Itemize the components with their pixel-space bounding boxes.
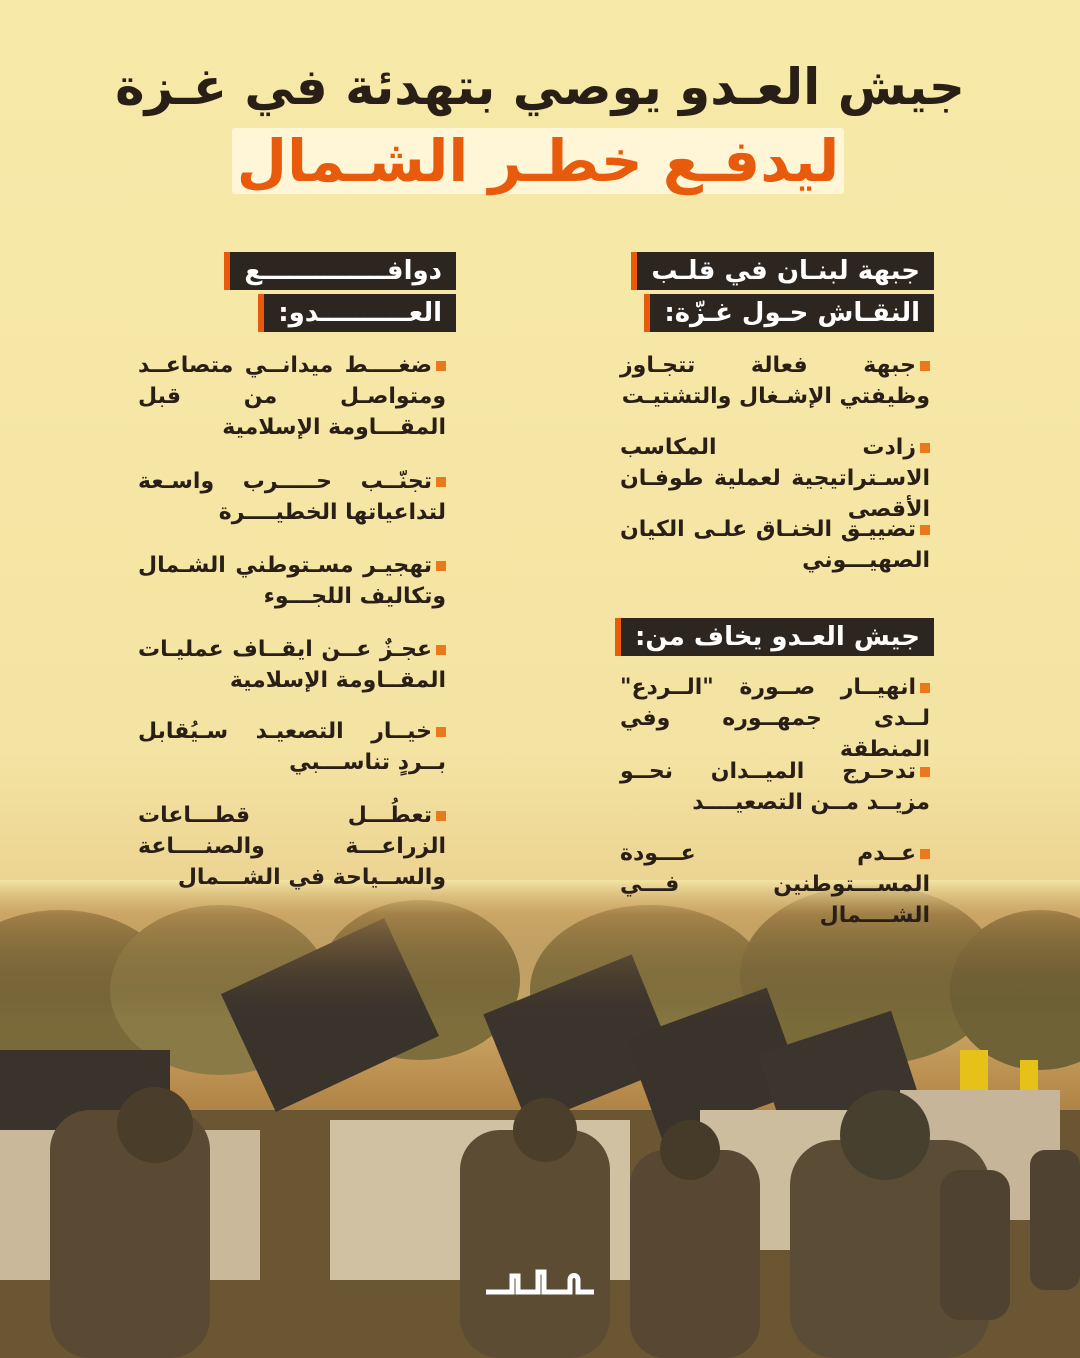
list-item: خيــار التصعيـد سـيُقابل بــردٍ تناســـبي [138,719,446,775]
bullet-icon [436,361,446,371]
subheadline: ليدفـع خطـر الشـمال [236,127,840,195]
bullet-icon [920,849,930,859]
bullet-icon [436,561,446,571]
bullet-icon [436,477,446,487]
list-item: تهجيـر مسـتوطني الشـمال وتكاليف اللجـــوء [138,553,446,609]
bullet-icon [920,525,930,535]
list-item: تدحـرج الميــدان نحــو مزيــد مــن التصعيــــد [620,759,930,815]
bullet-icon [920,683,930,693]
bullet-icon [436,811,446,821]
bullet-icon [436,727,446,737]
list-item: زادت المكاسب الاسـتراتيجية لعملية طوفـان الأقصى [620,435,930,522]
list-item: انهيــار صــورة "الــردع" لــدى جمهــوره وفي المنطقة [620,675,930,762]
bullet-icon [920,767,930,777]
headline: جيش العـدو يوصي بتهدئة في غـزة [115,58,965,116]
list-item: جبهة فعالة تتجـاوز وظيفتي الإشـغال والتشتيـت [620,353,930,409]
list-item: عــدم عـــودة المســـتوطنين فـــي الشــــمال [620,841,930,928]
section-heading-lebanon-front: جبهة لبنـان في قلـب [631,252,934,290]
list-item: ضغــــط ميدانــي متصاعــد ومتواصـل من قبل المقـــاومة الإسلامية [138,353,446,440]
list-item: تجنّــب حـــــرب واسـعة لتداعياتها الخطيــــرة [138,469,446,525]
section-heading-enemy-motives: دوافــــــــــــــع [224,252,456,290]
section-heading-lebanon-front-2: النقـاش حـول غـزّة: [644,294,934,332]
list-item: تعطُـــل قطـــاعات الزراعـــة والصنــــاعة والســياحة في الشـــمال [138,803,446,890]
al-ahed-logo [478,1262,602,1304]
list-item: تضييـق الخنـاق علـى الكيان الصهيـــوني [620,517,930,573]
section-heading-enemy-fears: جيش العـدو يخاف من: [615,618,934,656]
bullet-icon [436,645,446,655]
list-item: عجـزٌ عــن ايقــاف عمليـات المقــاومة الإسلامية [138,637,446,693]
bullet-icon [920,361,930,371]
section-heading-enemy-motives-2: العــــــــــدو: [258,294,456,332]
bullet-icon [920,443,930,453]
